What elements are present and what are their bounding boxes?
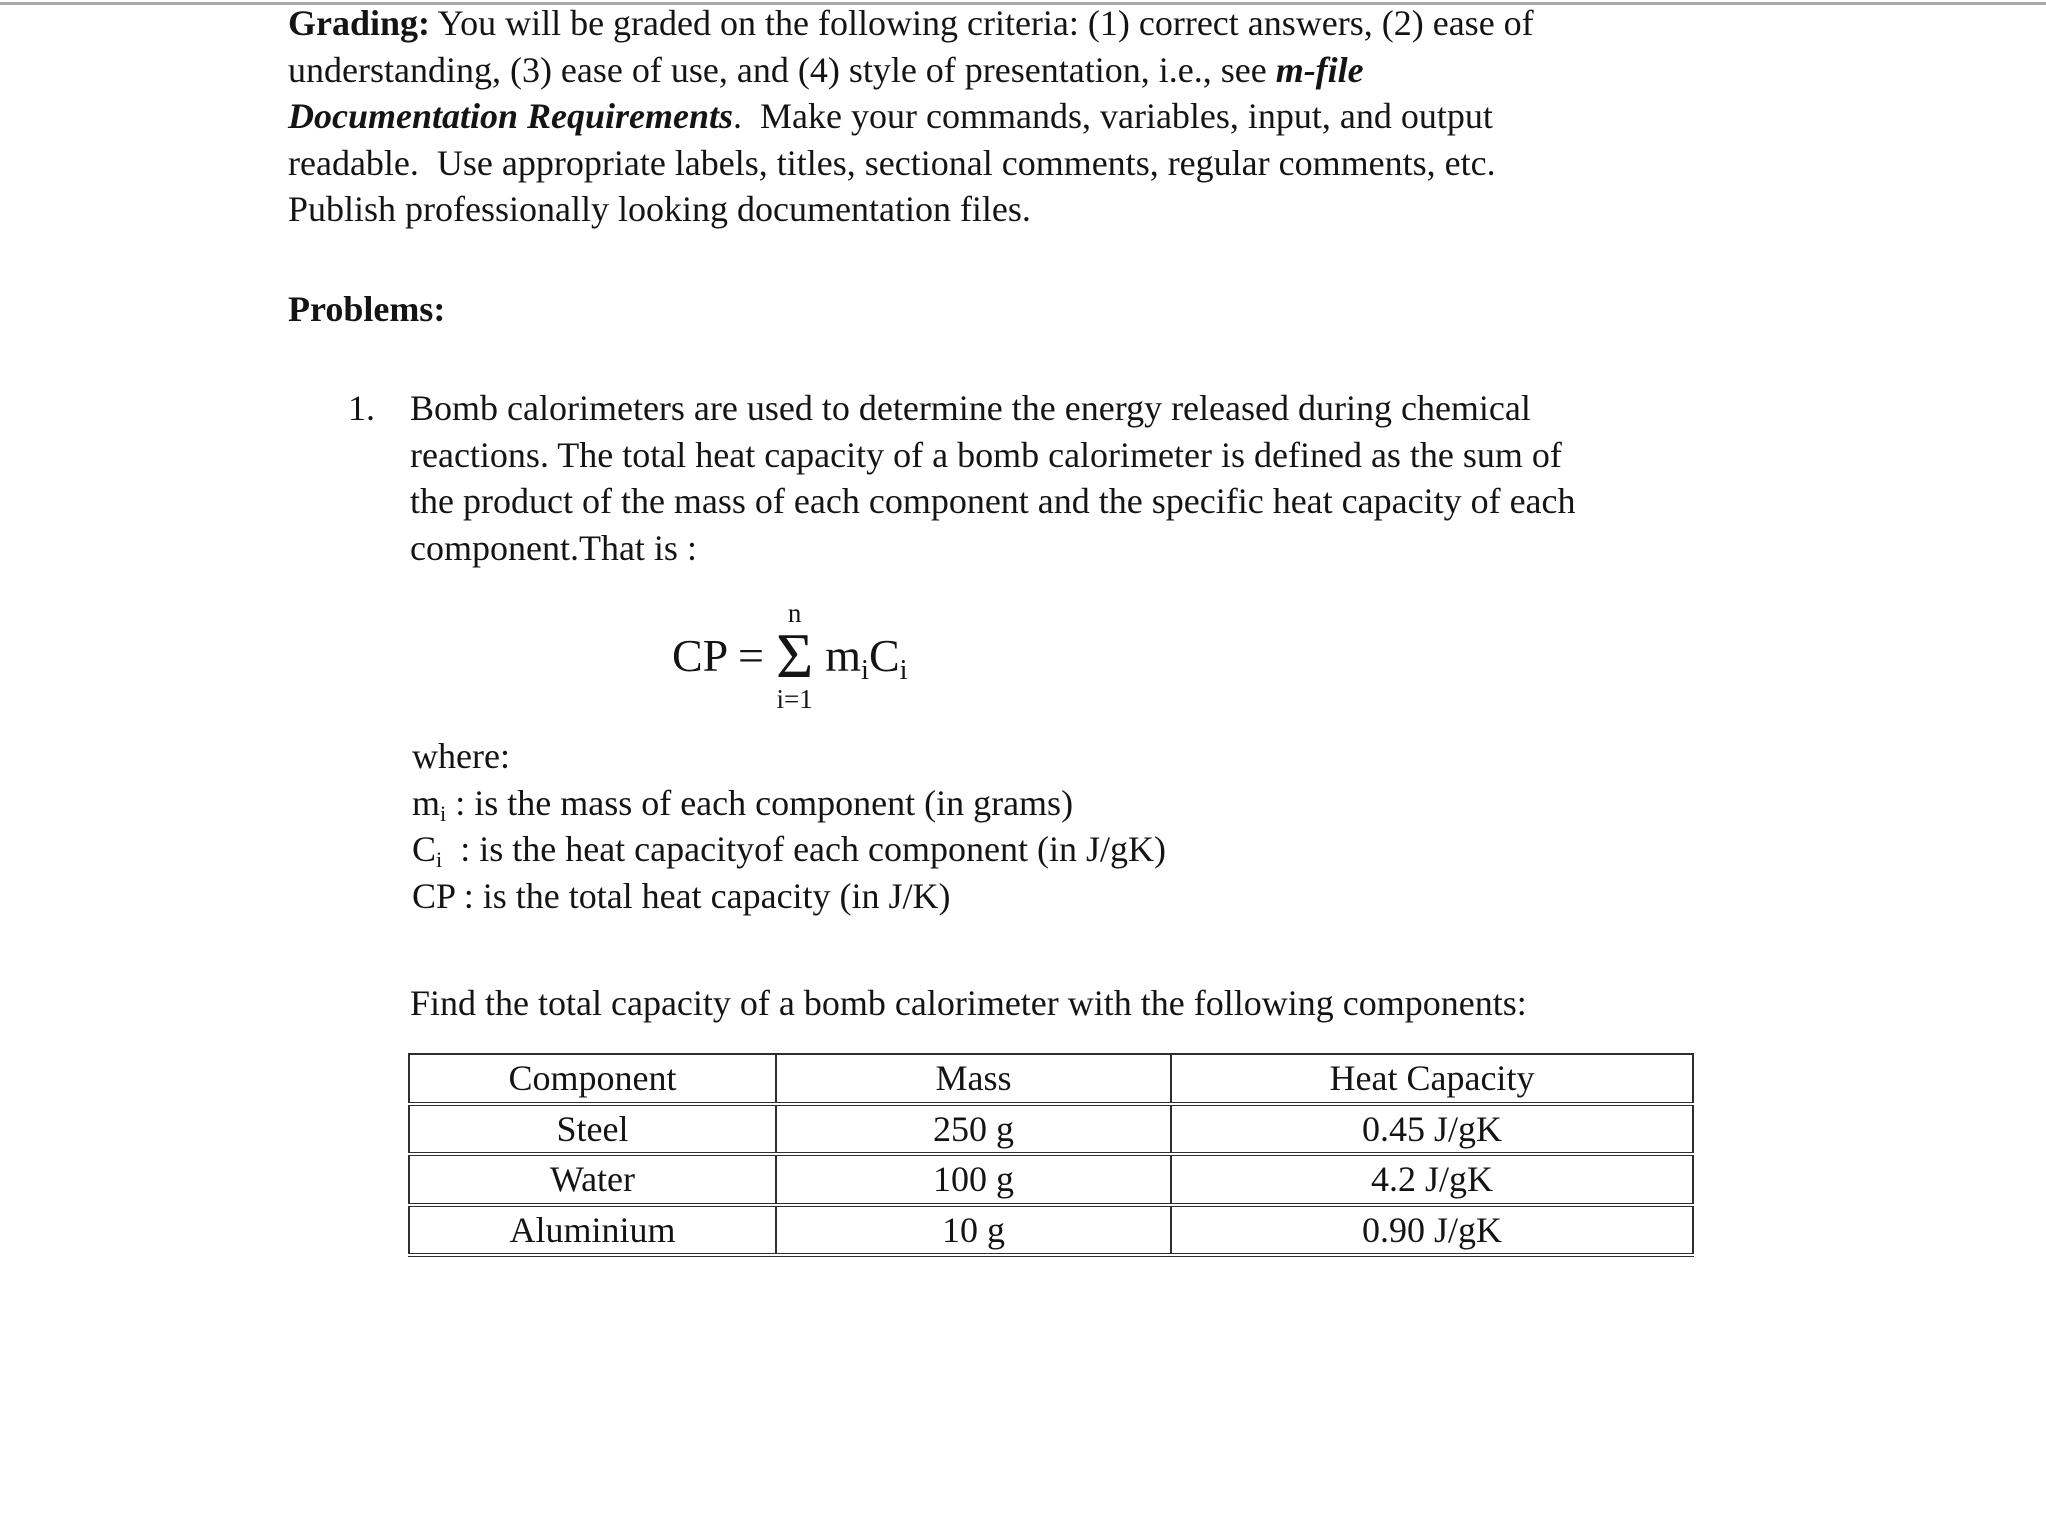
table-body — [409, 1104, 1693, 1256]
text-line — [288, 0, 1534, 47]
heat-capacity-formula — [672, 600, 908, 712]
text-line — [288, 93, 1534, 140]
text-line — [410, 432, 1576, 479]
text-line — [412, 733, 1166, 780]
summation-symbol — [776, 600, 813, 712]
text-segment: m — [412, 782, 441, 823]
text-segment: readable. Use appropriate labels, titles, sectional comments, regular comments, etc. — [288, 142, 1496, 183]
text-line — [412, 873, 1166, 920]
text-segment: : is the mass of each component (in grams) — [446, 782, 1074, 823]
table-header-cell: Mass — [776, 1054, 1171, 1104]
table-row — [409, 1154, 1693, 1205]
subscript: i — [899, 654, 908, 686]
formula-lhs: CP = — [672, 630, 764, 681]
text-line — [288, 186, 1534, 233]
text-segment: m — [825, 630, 862, 681]
table-cell: Water — [409, 1154, 776, 1205]
sigma-glyph: Σ — [776, 620, 814, 691]
summation-upper-limit: n — [787, 598, 802, 628]
text-line — [288, 140, 1534, 187]
text-line — [412, 826, 1166, 873]
table-cell: 4.2 J/gK — [1171, 1154, 1693, 1205]
text-segment: the product of the mass of each component and the specific heat capacity of each — [410, 481, 1576, 521]
text-segment: m-file — [1275, 49, 1364, 90]
variable-definitions — [412, 733, 1166, 919]
text-segment: component.That is : — [410, 527, 697, 568]
table-header-cell: Component — [409, 1054, 776, 1104]
subscript: i — [436, 847, 443, 873]
text-segment: : is the heat capacityof each component (in J/gK) — [442, 829, 1166, 869]
table-header-cell: Heat Capacity — [1171, 1054, 1693, 1104]
text-segment: C — [868, 630, 900, 681]
table-cell: 10 g — [776, 1205, 1171, 1256]
problem1-statement — [410, 385, 1576, 571]
table-cell: Aluminium — [409, 1205, 776, 1256]
text-segment: . Make your commands, variables, input, and output — [733, 96, 1493, 136]
subscript: i — [861, 654, 869, 686]
text-segment: understanding, (3) ease of use, and (4) style of presentation, i.e., see — [288, 49, 1276, 90]
problem1-number: 1. — [348, 388, 375, 428]
table-cell: 0.45 J/gK — [1171, 1104, 1693, 1155]
table-cell: Steel — [409, 1104, 776, 1155]
text-line — [410, 385, 1576, 432]
table-header-row — [409, 1054, 1693, 1104]
text-segment: Grading: — [288, 3, 431, 43]
table-cell: 250 g — [776, 1104, 1171, 1155]
table-cell: 0.90 J/gK — [1171, 1205, 1693, 1256]
text-segment: CP : is the total heat capacity (in J/K) — [412, 875, 951, 916]
text-segment: C — [412, 829, 437, 869]
components-table — [408, 1053, 1694, 1257]
text-segment: Documentation Requirements — [288, 96, 734, 136]
grading-paragraph — [288, 0, 1534, 233]
table-row — [409, 1104, 1693, 1155]
text-segment: You will be graded on the following criteria: (1) correct answers, (2) ease of — [430, 3, 1534, 43]
table-row — [409, 1205, 1693, 1256]
text-segment: where: — [412, 736, 510, 776]
text-line — [288, 47, 1534, 94]
text-line — [412, 780, 1166, 827]
text-segment: reactions. The total heat capacity of a bomb calorimeter is defined as the sum of — [410, 434, 1562, 475]
text-line — [410, 525, 1576, 572]
find-instruction: Find the total capacity of a bomb calorimeter with the following components: — [410, 983, 1527, 1023]
text-segment: Publish professionally looking documentation files. — [288, 189, 1031, 229]
problems-heading: Problems: — [288, 289, 446, 329]
text-line — [410, 478, 1576, 525]
formula-terms — [825, 630, 908, 686]
subscript: i — [440, 800, 447, 826]
summation-lower-limit: i=1 — [776, 684, 813, 714]
text-segment: Bomb calorimeters are used to determine the energy released during chemical — [410, 388, 1531, 428]
table-cell: 100 g — [776, 1154, 1171, 1205]
